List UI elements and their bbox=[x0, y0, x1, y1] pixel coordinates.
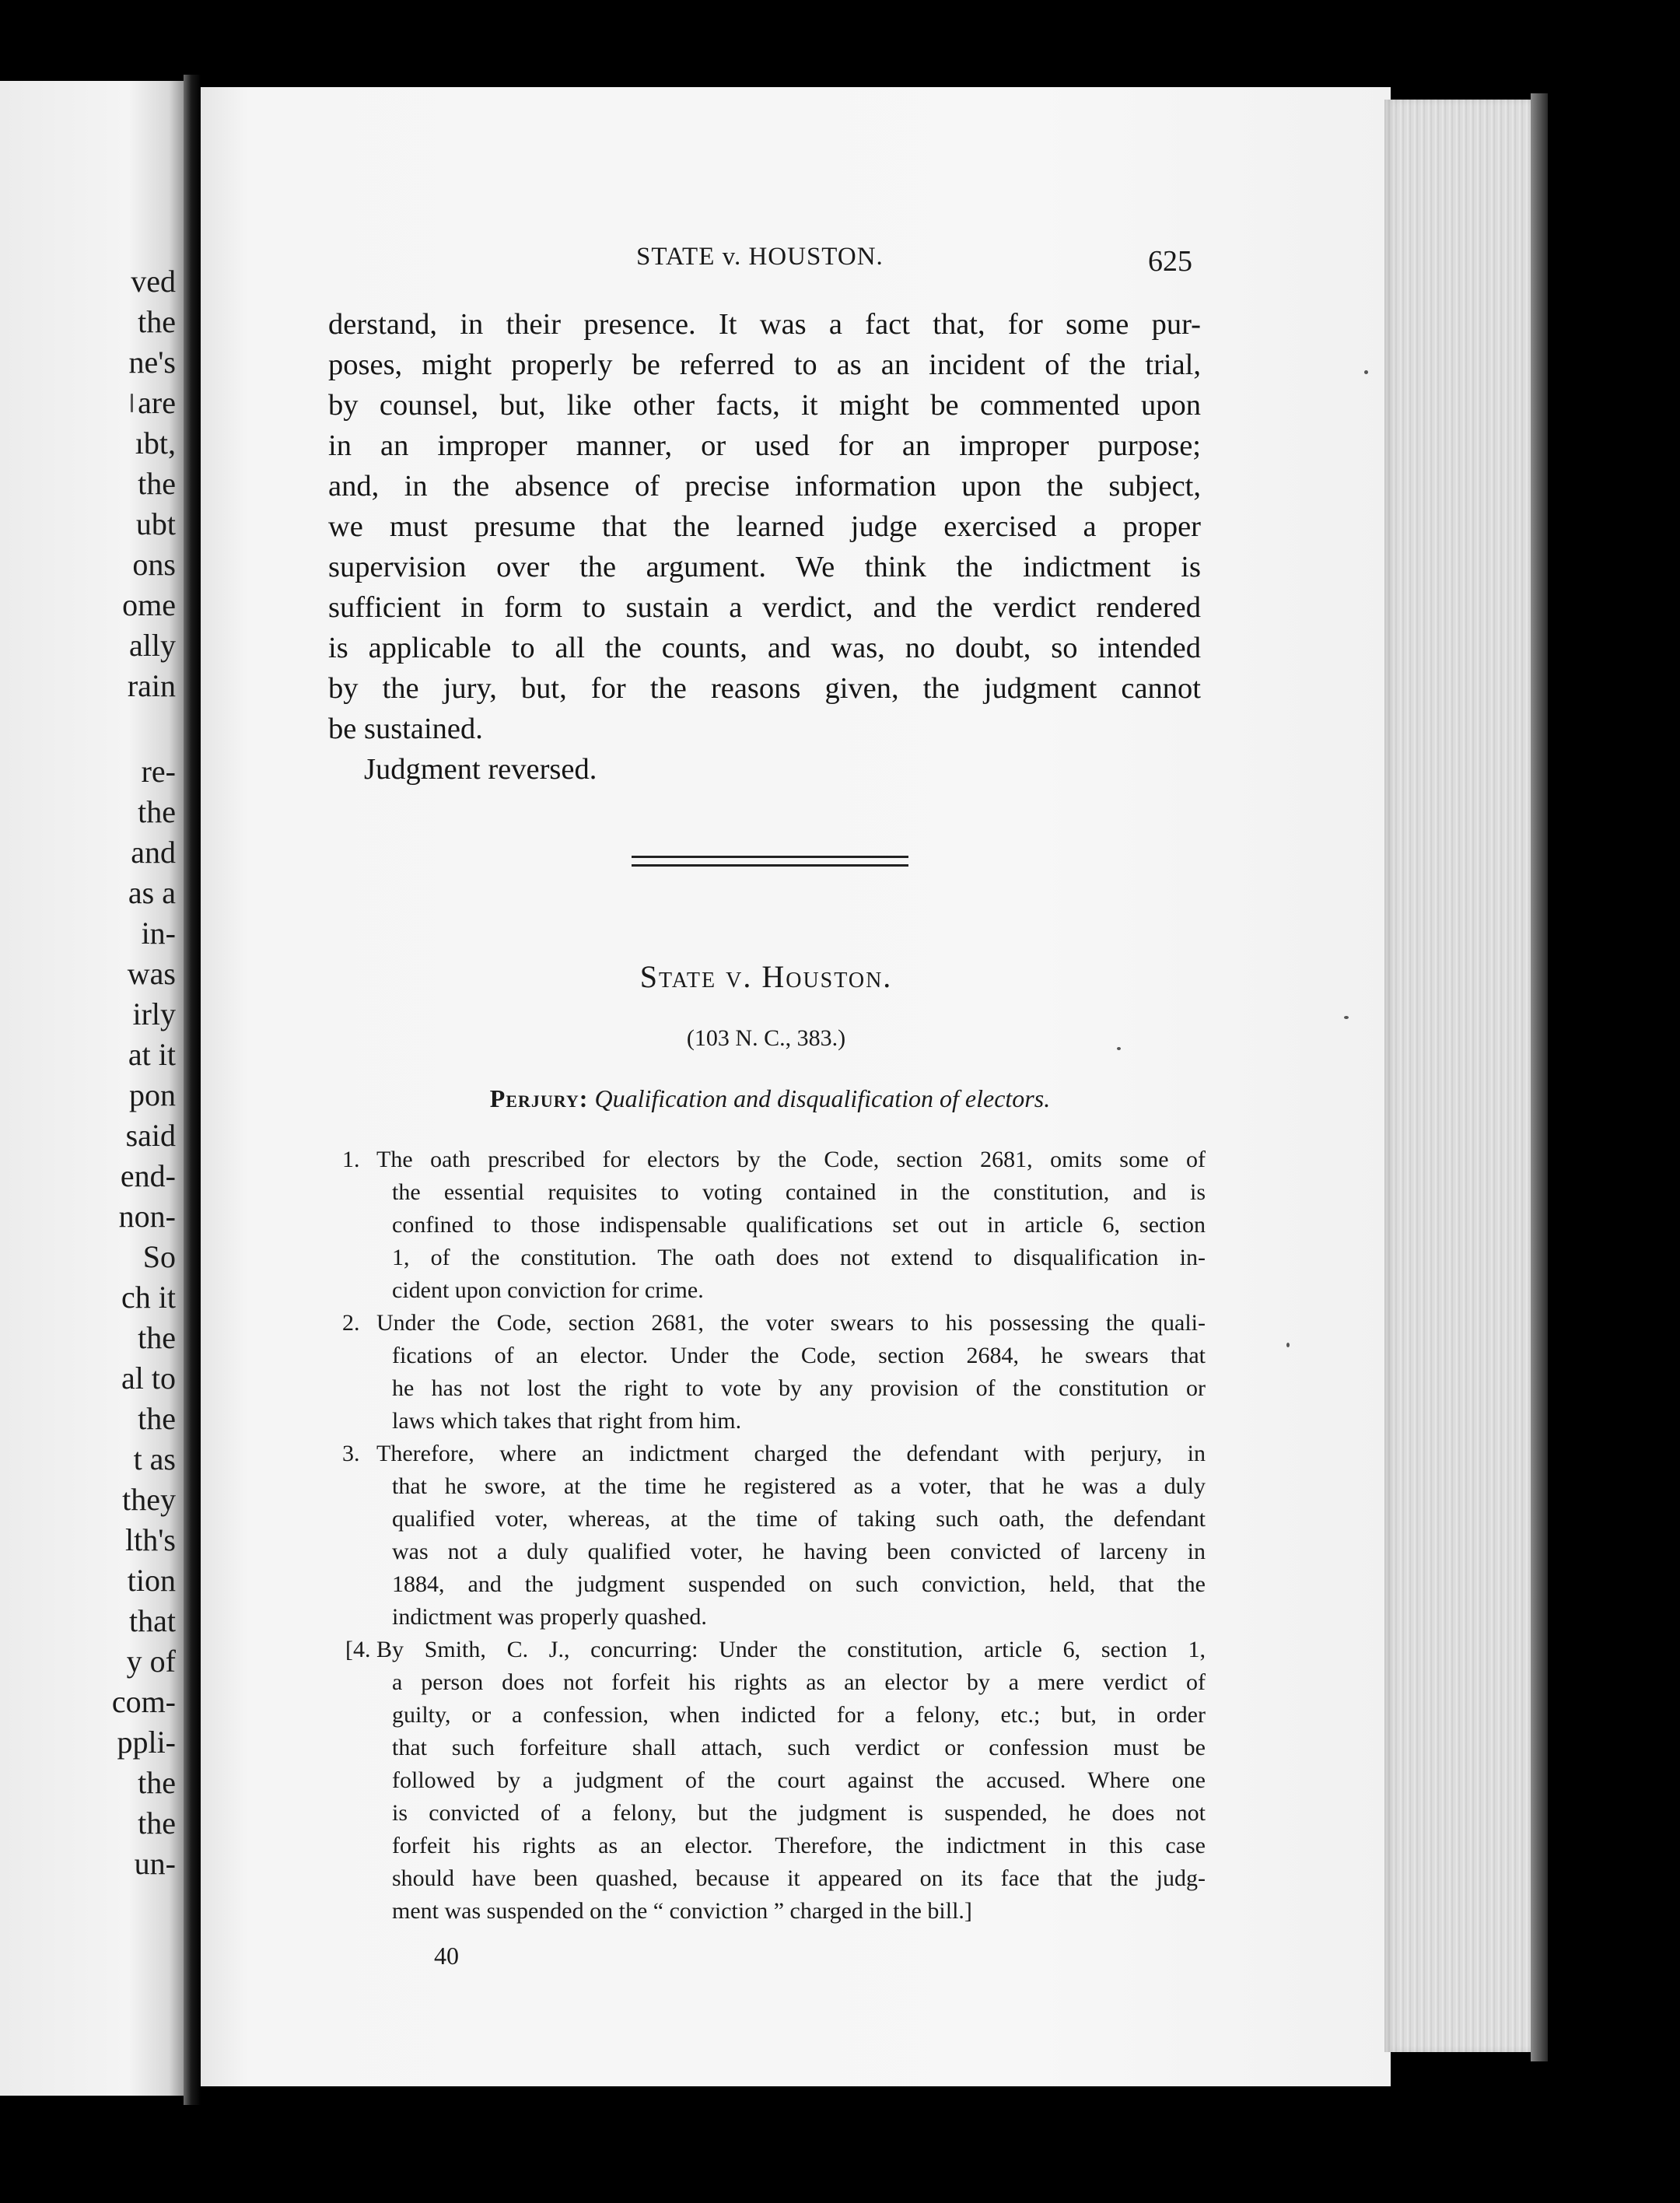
left-page-line: in- bbox=[141, 916, 176, 951]
left-page-line: ons bbox=[132, 547, 176, 582]
headnote-line: The oath prescribed for electors by the Code, section 2681, omits some of bbox=[376, 1147, 1206, 1172]
left-page-line: end- bbox=[120, 1158, 176, 1193]
body-line: we must presume that the learned judge exercised a proper bbox=[328, 510, 1201, 543]
headnote-line: a person does not forfeit his rights as an elector by a mere verdict of bbox=[392, 1669, 1206, 1695]
topic-subhead: Qualification and disqualification of electors. bbox=[594, 1084, 1051, 1112]
body-line: and, in the absence of precise information upon the subject, bbox=[328, 470, 1201, 503]
signature-mark: 40 bbox=[434, 1942, 459, 1970]
left-page-line: the bbox=[138, 1805, 176, 1841]
body-line: by counsel, but, like other facts, it might be commented upon bbox=[328, 389, 1201, 422]
left-page-line: ubt bbox=[135, 506, 176, 541]
left-page-line: irly bbox=[132, 996, 176, 1031]
section-divider bbox=[632, 856, 908, 871]
body-line: by the jury, but, for the reasons given, the judgment cannot bbox=[328, 672, 1201, 705]
scan-speck bbox=[1344, 1016, 1349, 1019]
left-page-line: al to bbox=[121, 1361, 176, 1396]
headnote-line: Therefore, where an indictment charged the defendant with perjury, in bbox=[376, 1441, 1206, 1466]
headnote-line: should have been quashed, because it appeared on its face that the judg- bbox=[392, 1865, 1206, 1891]
left-page-line: are bbox=[138, 385, 176, 420]
headnote-line: qualified voter, whereas, at the time of taking such oath, the defendant bbox=[392, 1506, 1206, 1532]
left-page-line: was bbox=[127, 956, 176, 991]
topic-heading bbox=[0, 1084, 1540, 1113]
headnote-number: 2. bbox=[342, 1310, 360, 1336]
judgment-line: Judgment reversed. bbox=[364, 753, 597, 786]
headnote-number: 1. bbox=[342, 1147, 360, 1172]
left-page-line: the bbox=[138, 1765, 176, 1800]
body-line: poses, might properly be referred to as an incident of the trial, bbox=[328, 348, 1201, 381]
body-line: sufficient in form to sustain a verdict, and the verdict rendered bbox=[328, 591, 1201, 624]
headnote-line: ment was suspended on the “ conviction ” charged in the bill.] bbox=[392, 1898, 972, 1924]
left-page-line: ne's bbox=[128, 345, 176, 380]
left-page-line: So bbox=[142, 1239, 176, 1274]
running-head: STATE v. HOUSTON. bbox=[636, 243, 884, 271]
left-page-line: lth's bbox=[125, 1522, 176, 1557]
headnote-number: [4. bbox=[345, 1637, 371, 1662]
body-line: be sustained. bbox=[328, 713, 483, 745]
left-page-line: that bbox=[129, 1603, 176, 1638]
left-page-line: ved bbox=[131, 264, 176, 299]
headnote-line: 1, of the constitution. The oath does not extend to disqualification in- bbox=[392, 1245, 1206, 1270]
headnote-line: Under the Code, section 2681, the voter swears to his possessing the quali- bbox=[376, 1310, 1206, 1336]
left-page-line: ch it bbox=[121, 1280, 176, 1315]
body-line: in an improper manner, or used for an improper purpose; bbox=[328, 429, 1201, 462]
body-line: is applicable to all the counts, and was, no doubt, so intended bbox=[328, 632, 1201, 664]
scan-speck bbox=[1117, 1047, 1121, 1050]
headnote-line: the essential requisites to voting contained in the constitution, and is bbox=[392, 1179, 1206, 1205]
scan-speck bbox=[1364, 370, 1368, 374]
headnote-line: followed by a judgment of the court against the accused. Where one bbox=[392, 1767, 1206, 1793]
headnote-line: By Smith, C. J., concurring: Under the constitution, article 6, section 1, bbox=[376, 1637, 1206, 1662]
left-page-line: com- bbox=[111, 1684, 176, 1719]
topic-head: Perjury: bbox=[489, 1084, 589, 1112]
left-page-line: said bbox=[125, 1118, 176, 1153]
left-page-line: t as bbox=[133, 1441, 176, 1476]
headnote-line: that such forfeiture shall attach, such verdict or confession must be bbox=[392, 1735, 1206, 1760]
headnote-line: he has not lost the right to vote by any provision of the constitution or bbox=[392, 1375, 1206, 1401]
page-fore-edge bbox=[1384, 100, 1540, 2052]
left-page-line: the bbox=[138, 1401, 176, 1436]
left-page-line: ally bbox=[129, 628, 176, 663]
case-citation: (103 N. C., 383.) bbox=[686, 1025, 846, 1051]
body-line: supervision over the argument. We think the indictment is bbox=[328, 551, 1201, 583]
scan-speck bbox=[1286, 1343, 1290, 1347]
left-page-line: re- bbox=[141, 754, 176, 789]
headnote-line: confined to those indispensable qualifications set out in article 6, section bbox=[392, 1212, 1206, 1238]
left-page-line: ppli- bbox=[117, 1725, 176, 1760]
headnote-line: that he swore, at the time he registered as a voter, that he was a duly bbox=[392, 1473, 1206, 1499]
headnote-line: 1884, and the judgment suspended on such conviction, held, that the bbox=[392, 1571, 1206, 1597]
left-page-line: pon bbox=[129, 1077, 176, 1112]
left-page-line: ome bbox=[122, 587, 176, 622]
page-number: 625 bbox=[1148, 245, 1192, 278]
headnote-line: was not a duly qualified voter, he having been convicted of larceny in bbox=[392, 1539, 1206, 1564]
headnote-line: fications of an elector. Under the Code, section 2684, he swears that bbox=[392, 1343, 1206, 1368]
left-page-line: the bbox=[138, 466, 176, 501]
headnote-number: 3. bbox=[342, 1441, 360, 1466]
left-page-line: at it bbox=[128, 1037, 176, 1072]
left-page-line: non- bbox=[118, 1199, 176, 1234]
left-page-line: the bbox=[138, 794, 176, 829]
scan-speck bbox=[131, 394, 133, 412]
left-page-line: the bbox=[138, 1320, 176, 1355]
left-page-line: the bbox=[138, 304, 176, 339]
headnote-line: forfeit his rights as an elector. Therefore, the indictment in this case bbox=[392, 1833, 1206, 1858]
case-title: State v. Houston. bbox=[639, 959, 893, 994]
headnote-line: indictment was properly quashed. bbox=[392, 1604, 707, 1630]
left-page-line: they bbox=[122, 1482, 176, 1517]
left-page-line: rain bbox=[127, 668, 176, 703]
headnote-line: laws which takes that right from him. bbox=[392, 1408, 742, 1434]
left-page-line: un- bbox=[134, 1846, 176, 1881]
headnote-line: cident upon conviction for crime. bbox=[392, 1277, 704, 1303]
fore-edge-shadow bbox=[1531, 93, 1548, 2061]
left-page-line: as a bbox=[128, 875, 176, 910]
left-page-line: tion bbox=[127, 1563, 176, 1598]
left-page-line: and bbox=[131, 835, 176, 870]
headnote-line: is convicted of a felony, but the judgment is suspended, he does not bbox=[392, 1800, 1206, 1826]
left-page-line: ıbt, bbox=[135, 426, 176, 461]
left-page-line: y of bbox=[126, 1644, 176, 1679]
headnote-line: guilty, or a confession, when indicted for a felony, etc.; but, in order bbox=[392, 1702, 1206, 1728]
body-line: derstand, in their presence. It was a fact that, for some pur- bbox=[328, 308, 1201, 341]
